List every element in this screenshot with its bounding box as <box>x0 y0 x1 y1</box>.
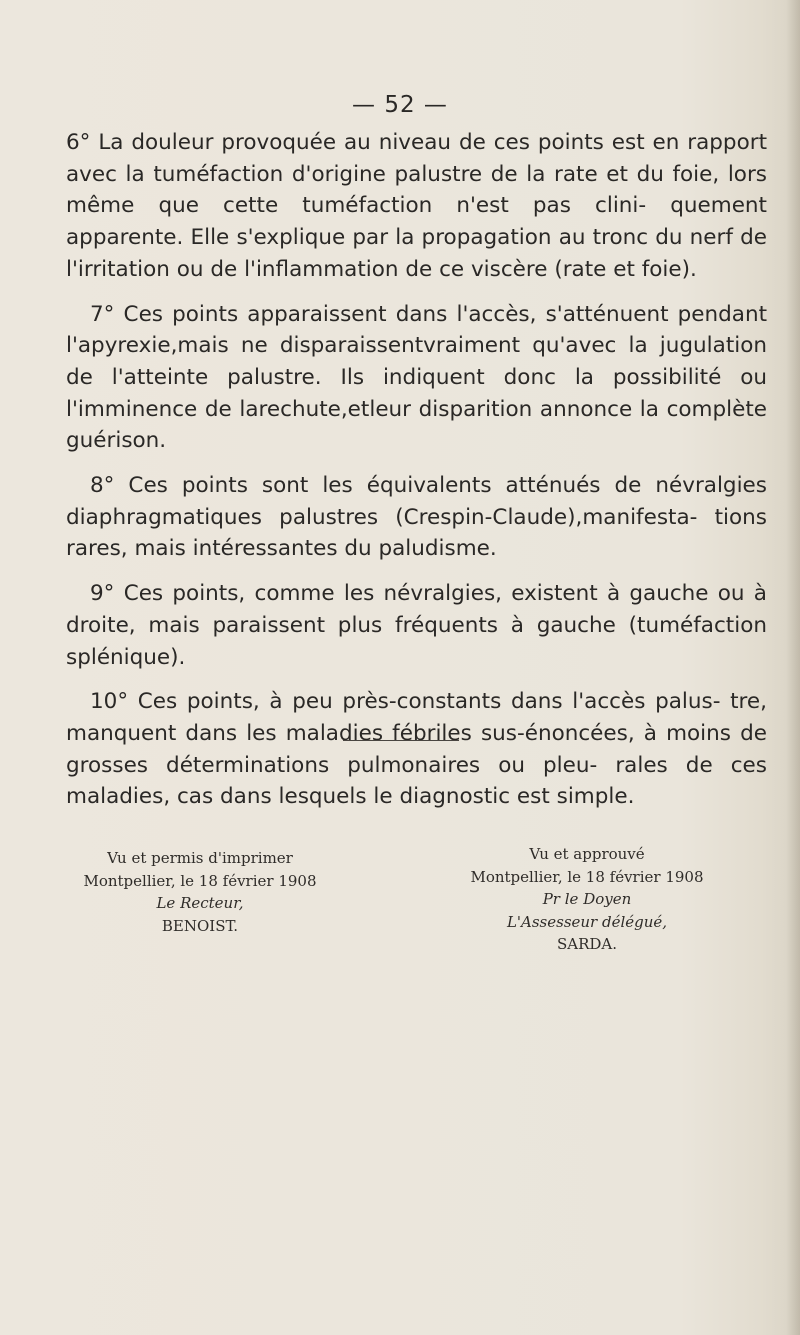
approval-dean-title: Pr le Doyen <box>542 890 632 908</box>
approval-rector-line-1: Vu et permis d'imprimer <box>107 849 293 867</box>
approval-rector <box>70 847 330 937</box>
page-number: — 52 — <box>352 92 448 118</box>
paragraph-6: 6° La douleur provoquée au niveau de ces points est en rapport avec la tuméfaction d'origine palustre de la rate et du foie, lors même que cette tuméfaction n'est pas clini- quement apparente. Elle s'explique par la propagation au tronc du nerf de l'irritation ou de l'inflammation de ce viscère (rate et foie). <box>66 130 767 282</box>
paragraph-8: 8° Ces points sont les équivalents atténués de névralgies diaphragmatiques palustres (Crespin-Claude),manifesta- tions rares, mais intéressantes du paludisme. <box>66 473 767 562</box>
body-text <box>66 127 767 826</box>
approval-dean <box>442 843 732 956</box>
page-edge-shadow <box>786 0 800 1335</box>
approval-dean-line-2: Montpellier, le 18 février 1908 <box>470 867 704 886</box>
approval-rector-name: BENOIST. <box>161 916 239 935</box>
paragraph-7: 7° Ces points apparaissent dans l'accès, s'atténuent pendant l'apyrexie,mais ne disparaissentvraiment qu'avec la jugulation de l'atteinte palustre. Ils indiquent donc la possibilité ou l'imminence de larechute,etleur disparition annonce la complète guérison. <box>66 301 767 454</box>
approval-rector-title: Le Recteur, <box>156 894 244 912</box>
approval-dean-assessor: L'Assesseur délégué, <box>506 912 668 931</box>
approval-dean-line-1: Vu et approuvé <box>529 845 645 863</box>
approval-dean-name: SARDA. <box>556 935 618 953</box>
paragraph-10: 10° Ces points, à peu près-constants dans l'accès palus- tre, manquent dans les maladies fébriles sus-énoncées, à moins de grosses déterminations pulmonaires ou pleu- rales de ces maladies, cas dans lesquels le diagnostic est simple. <box>66 689 767 810</box>
approval-rector-line-2: Montpellier, le 18 février 1908 <box>83 871 317 890</box>
section-divider <box>343 740 459 741</box>
paragraph-9: 9° Ces points, comme les névralgies, existent à gauche ou à droite, mais paraissent plus fréquents à gauche (tuméfaction splénique). <box>66 581 767 670</box>
